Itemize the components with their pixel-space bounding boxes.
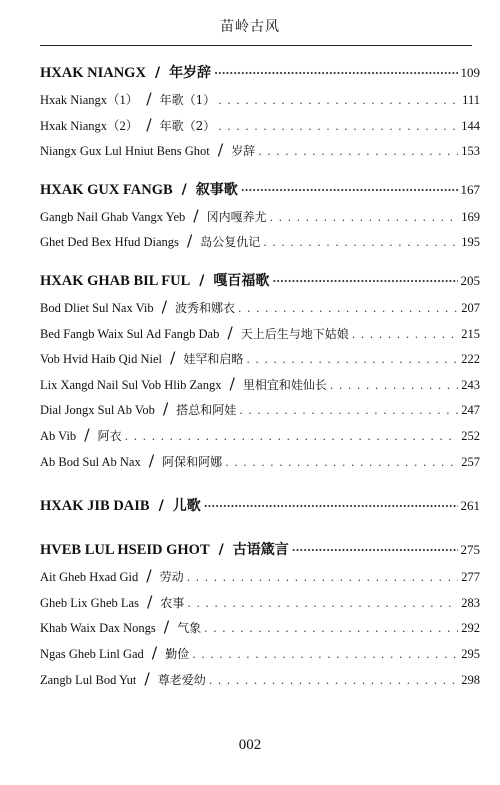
entry-title-zh: 里相宜和娃仙长 xyxy=(242,377,327,392)
entry-separator: / xyxy=(146,89,152,108)
entry-page-number: 169 xyxy=(461,209,480,224)
entry-title-en: Ngas Gheb Linl Gad xyxy=(40,646,144,661)
entry-title-en: Niangx Gux Lul Hniut Bens Ghot xyxy=(40,144,210,159)
entry-title-zh: 儿歌 xyxy=(172,498,201,515)
entry-page-number: 275 xyxy=(460,542,480,558)
entry-title-zh: 搭总和阿娃 xyxy=(176,403,237,418)
entry-page-number: 111 xyxy=(462,93,480,107)
entry-separator: / xyxy=(84,424,90,444)
entry-separator: / xyxy=(218,542,224,559)
entry-separator: / xyxy=(151,642,158,662)
toc-entry[interactable] xyxy=(40,396,480,422)
entry-title-en: Zangb Lul Bod Yut xyxy=(40,672,137,687)
entry-separator: / xyxy=(148,450,155,470)
entry-title-zh: 天上后生与地下姑娘 xyxy=(240,326,349,341)
entry-title-zh: 阿保和阿娜 xyxy=(162,454,223,469)
dot-leader xyxy=(225,450,458,476)
entry-page-number: 283 xyxy=(461,595,480,610)
entry-page-number: 109 xyxy=(460,65,480,80)
entry-title-en: HXAK GHAB BIL FUL xyxy=(40,272,191,289)
dot-leader xyxy=(238,296,458,322)
dot-leader xyxy=(187,591,458,617)
section-heading[interactable] xyxy=(40,177,480,203)
dot-leader xyxy=(258,139,458,165)
toc-entry[interactable] xyxy=(40,563,480,589)
entry-title-en: Ait Gheb Hxad Gid xyxy=(40,570,139,585)
toc-entry[interactable] xyxy=(40,666,480,692)
entry-title-en: Ab Bod Sul Ab Nax xyxy=(40,454,141,469)
entry-page-number: 295 xyxy=(461,646,480,661)
entry-title-en: Vob Hvid Haib Qid Niel xyxy=(40,352,162,367)
entry-page-number: 247 xyxy=(461,403,480,418)
entry-separator: / xyxy=(146,566,152,586)
entry-title-zh: 岁辞 xyxy=(231,144,256,159)
entry-title-en: Ghet Ded Bex Hfud Diangs xyxy=(40,235,179,250)
entry-title-zh: 年岁辞 xyxy=(169,65,212,81)
section-heading[interactable] xyxy=(40,537,480,563)
entry-title-zh: 古语箴言 xyxy=(232,542,289,559)
dot-leader xyxy=(204,494,458,520)
toc-section xyxy=(40,60,480,163)
entry-title-en: Gangb Nail Ghab Vangx Yeb xyxy=(40,209,186,224)
entry-title-zh: 叙事歌 xyxy=(195,181,238,198)
entry-title-en: Gheb Lix Gheb Las xyxy=(40,595,139,610)
entry-title-zh: 嘎百福歌 xyxy=(213,272,270,289)
entry-title-en: Bod Dliet Sul Nax Vib xyxy=(40,300,154,315)
dot-leader xyxy=(218,114,458,140)
entry-title-en: HVEB LUL HSEID GHOT xyxy=(40,542,210,559)
toc-entry[interactable] xyxy=(40,137,480,163)
dot-leader xyxy=(209,668,458,694)
entry-separator: / xyxy=(199,272,205,289)
section-heading[interactable] xyxy=(40,60,480,86)
entry-title-zh: 娃罕和启略 xyxy=(183,352,244,367)
dot-leader xyxy=(263,230,458,256)
section-heading[interactable] xyxy=(40,493,480,519)
entry-title-zh: 岛公复仇记 xyxy=(200,235,261,250)
entry-separator: / xyxy=(227,322,233,342)
entry-title-zh: 波秀和娜衣 xyxy=(175,300,236,315)
entry-title-en: HXAK GUX FANGB xyxy=(40,181,173,198)
toc-entry[interactable] xyxy=(40,320,480,346)
dot-leader xyxy=(292,538,458,564)
entry-page-number: 261 xyxy=(460,498,480,514)
entry-page-number: 222 xyxy=(461,352,480,367)
entry-separator: / xyxy=(146,591,153,611)
dot-leader xyxy=(187,565,459,591)
dot-leader xyxy=(125,424,459,450)
entry-separator: / xyxy=(193,205,199,225)
toc-entry[interactable] xyxy=(40,112,480,138)
entry-separator: / xyxy=(181,181,187,198)
entry-title-en: Bed Fangb Waix Sul Ad Fangb Dab xyxy=(40,326,220,341)
header-rule xyxy=(40,45,472,46)
dot-leader xyxy=(246,347,458,373)
toc-section xyxy=(40,537,480,691)
entry-page-number: 292 xyxy=(461,621,480,636)
dot-leader xyxy=(330,373,458,399)
entry-title-en: Ab Vib xyxy=(40,428,77,443)
page-number: 002 xyxy=(238,737,262,753)
entry-page-number: 207 xyxy=(461,300,480,315)
toc-entry[interactable] xyxy=(40,371,480,397)
toc-entry[interactable] xyxy=(40,294,480,320)
entry-page-number: 195 xyxy=(461,235,480,250)
dot-leader xyxy=(272,269,457,295)
entry-title-en: Hxak Niangx（1） xyxy=(40,93,139,107)
entry-title-en: Khab Waix Dax Nongs xyxy=(40,621,156,636)
entry-title-en: Dial Jongx Sul Ab Vob xyxy=(40,403,155,418)
toc-entry[interactable] xyxy=(40,86,480,112)
entry-page-number: 257 xyxy=(461,454,480,469)
toc-entry[interactable] xyxy=(40,422,480,448)
dot-leader xyxy=(239,398,458,424)
entry-page-number: 167 xyxy=(460,181,480,197)
entry-separator: / xyxy=(154,65,161,81)
toc-entry[interactable] xyxy=(40,203,480,229)
entry-separator: / xyxy=(229,373,235,393)
dot-leader xyxy=(192,642,458,668)
entry-page-number: 153 xyxy=(461,144,480,159)
entry-title-en: Lix Xangd Nail Sul Vob Hlib Zangx xyxy=(40,377,222,392)
entry-title-zh: 尊老爱幼 xyxy=(157,672,206,687)
entry-page-number: 252 xyxy=(461,428,480,443)
toc-section xyxy=(40,268,480,473)
table-of-contents xyxy=(40,60,480,705)
entry-separator: / xyxy=(163,617,170,637)
entry-separator: / xyxy=(162,399,169,419)
running-header-title: 苗岭古风 xyxy=(220,19,280,35)
toc-entry[interactable] xyxy=(40,345,480,371)
entry-title-en: HXAK JIB DAIB xyxy=(40,498,150,515)
dot-leader xyxy=(204,616,458,642)
entry-title-zh: 阿衣 xyxy=(97,428,122,443)
toc-entry[interactable] xyxy=(40,228,480,254)
entry-page-number: 243 xyxy=(461,377,480,392)
entry-page-number: 144 xyxy=(461,118,480,133)
toc-entry[interactable] xyxy=(40,448,480,474)
entry-separator: / xyxy=(186,231,193,251)
dot-leader xyxy=(241,178,458,204)
entry-page-number: 215 xyxy=(461,326,480,341)
entry-separator: / xyxy=(161,296,167,316)
entry-title-zh: 劳动 xyxy=(159,570,184,585)
entry-page-number: 298 xyxy=(461,672,480,687)
section-heading[interactable] xyxy=(40,268,480,294)
entry-page-number: 277 xyxy=(461,570,480,585)
toc-entry[interactable] xyxy=(40,589,480,615)
dot-leader xyxy=(270,205,459,231)
dot-leader xyxy=(218,88,459,114)
dot-leader xyxy=(214,61,457,87)
entry-title-zh: 年歌（1） xyxy=(159,93,216,107)
dot-leader xyxy=(352,322,459,348)
entry-page-number: 205 xyxy=(460,272,480,288)
entry-title-zh: 勤俭 xyxy=(165,646,190,661)
entry-separator: / xyxy=(217,140,224,160)
entry-title-zh: 气象 xyxy=(177,621,202,636)
entry-separator: / xyxy=(170,348,176,368)
entry-separator: / xyxy=(144,668,150,688)
entry-title-en: Hxak Niangx（2） xyxy=(40,118,139,133)
toc-entry[interactable] xyxy=(40,614,480,640)
toc-entry[interactable] xyxy=(40,640,480,666)
entry-separator: / xyxy=(146,114,152,134)
entry-title-en: HXAK NIANGX xyxy=(40,65,146,81)
entry-title-zh: 农事 xyxy=(160,595,185,610)
toc-section xyxy=(40,177,480,254)
toc-section xyxy=(40,493,480,519)
entry-separator: / xyxy=(158,498,164,515)
entry-title-zh: 年歌（2） xyxy=(159,118,216,133)
entry-title-zh: 冈内嘎养尤 xyxy=(206,209,267,224)
